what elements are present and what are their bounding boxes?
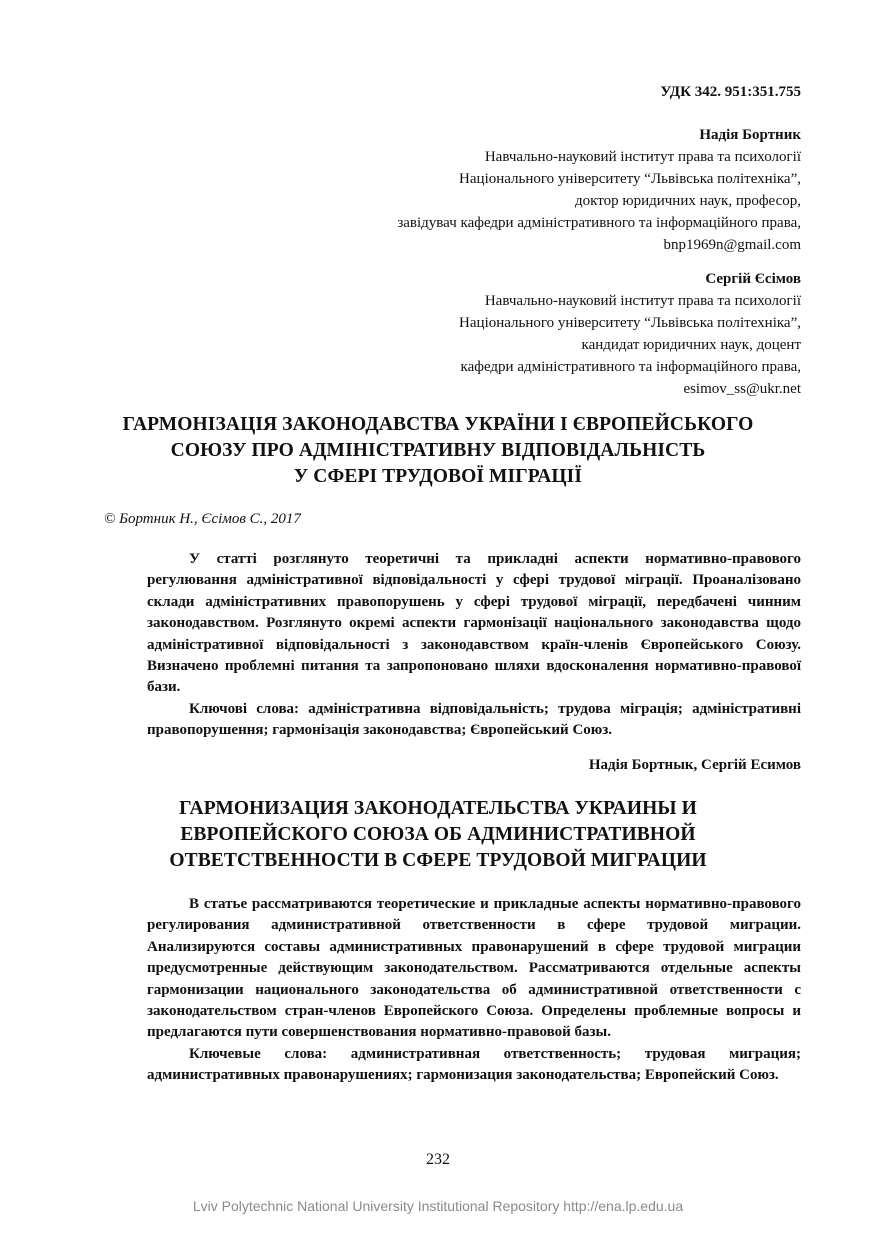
repository-footer: Lviv Polytechnic National University Institutional Repository http://ena.lp.edu.ua bbox=[192, 1198, 684, 1214]
title-line: ГАРМОНІЗАЦІЯ ЗАКОНОДАВСТВА УКРАЇНИ І ЄВРОПЕЙСЬКОГО bbox=[122, 414, 754, 435]
abstract-text: У статті розглянуто теоретичні та прикладні аспекти нормативно-правового регулювання адміністративної відповідальності у сфері трудової міграції. Проаналізовано склади адміністративних правопорушень у сфері трудової міграції, передбачені чинним законодавством. Розглянуто окремі аспекти гармонізації національного законодавства щодо адміністративної відповідальності з законодавством країн-членів Європейського Союзу. Визначено проблемні питання та запропоновано шляхи вдосконалення нормативно-правової бази. bbox=[147, 551, 801, 696]
author-email: esimov_ss@ukr.net bbox=[683, 381, 801, 397]
article-title-ru bbox=[75, 796, 801, 874]
author-affiliation-line: Навчально-науковий інститут права та психології bbox=[484, 293, 801, 309]
udk-code: УДК 342. 951:351.755 bbox=[660, 84, 801, 100]
copyright-notice: © Бортник Н., Єсімов С., 2017 bbox=[104, 511, 301, 527]
title-line: ОТВЕТСТВЕННОСТИ В СФЕРЕ ТРУДОВОЙ МИГРАЦИИ bbox=[169, 850, 707, 871]
keywords: Ключові слова: адміністративна відповідальність; трудова міграція; адміністративні правопорушення; гармонізація законодавства; Європейський Союз. bbox=[147, 700, 801, 739]
title-line: ГАРМОНИЗАЦИЯ ЗАКОНОДАТЕЛЬСТВА УКРАИНЫ И bbox=[179, 798, 697, 819]
author-position-line: кафедри адміністративного та інформаційного права, bbox=[460, 359, 801, 375]
author-degree-line: доктор юридичних наук, професор, bbox=[575, 193, 801, 209]
keywords: Ключевые слова: административная ответственность; трудовая миграция; административных правонарушениях; гармонизация законодательства; Европейский Союз. bbox=[147, 1045, 801, 1084]
abstract-text: В статье рассматриваются теоретические и прикладные аспекты нормативно-правового регулирования административной ответственности в сфере трудовой миграции. Анализируются составы административных правонарушений в сфере трудовой миграции предусмотренные действующим законодательством. Рассматриваются отдельные аспекты гармонизации национального законодательства об административной ответственности с законодательством стран-членов Европейского Союза. Определены проблемные вопросы и предлагаются пути совершенствования нормативно-правовой базы. bbox=[147, 896, 801, 1041]
title-line: ЕВРОПЕЙСКОГО СОЮЗА ОБ АДМИНИСТРАТИВНОЙ bbox=[180, 824, 696, 845]
author-position-line: завідувач кафедри адміністративного та інформаційного права, bbox=[397, 215, 801, 231]
author-block-1 bbox=[397, 124, 801, 256]
author-affiliation-line: Національного університету “Львівська політехніка”, bbox=[459, 171, 801, 187]
author-block-2 bbox=[459, 268, 801, 400]
title-line: У СФЕРІ ТРУДОВОЇ МІГРАЦІЇ bbox=[293, 466, 583, 487]
author-name: Надія Бортник bbox=[699, 127, 801, 143]
page-number: 232 bbox=[426, 1151, 450, 1168]
author-affiliation-line: Навчально-науковий інститут права та психології bbox=[484, 149, 801, 165]
abstract-ru bbox=[147, 894, 801, 1087]
article-title-uk bbox=[75, 412, 801, 490]
authors-ru: Надія Бортнык, Сергій Есимов bbox=[588, 757, 801, 773]
author-name: Сергій Єсімов bbox=[705, 271, 801, 287]
title-line: СОЮЗУ ПРО АДМІНІСТРАТИВНУ ВІДПОВІДАЛЬНІСТЬ bbox=[170, 440, 706, 461]
author-degree-line: кандидат юридичних наук, доцент bbox=[581, 337, 801, 353]
author-email: bnp1969n@gmail.com bbox=[663, 237, 801, 253]
abstract-uk bbox=[147, 549, 801, 742]
author-affiliation-line: Національного університету “Львівська політехніка”, bbox=[459, 315, 801, 331]
